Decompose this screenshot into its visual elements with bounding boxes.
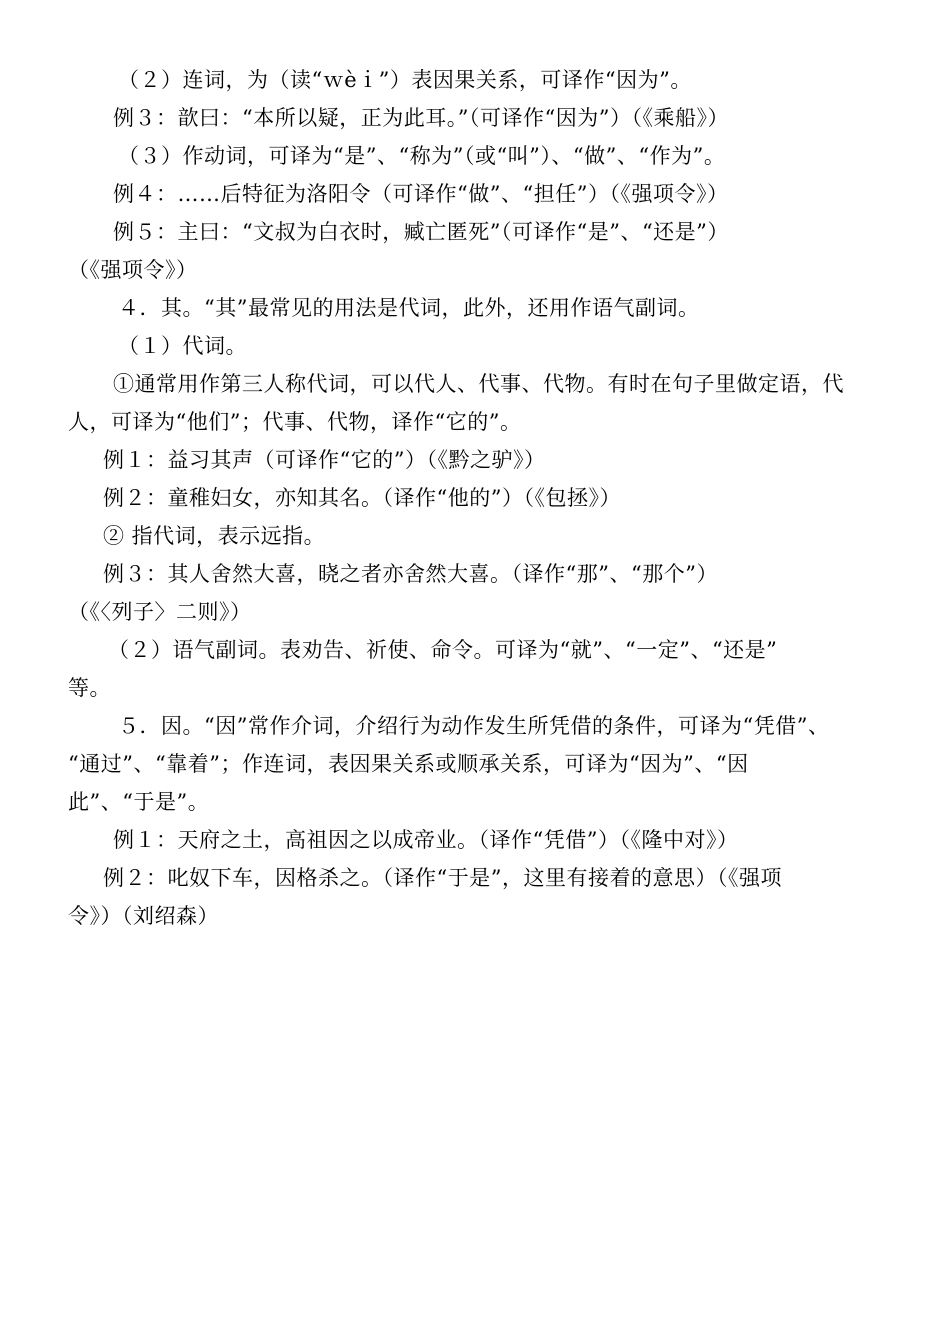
text-line: （３）作动词，可译为“是”、“称为”（或“叫”）、“做”、“作为”。 xyxy=(118,144,726,168)
text-line: 例３：其人舍然大喜，晓之者亦舍然大喜。（译作“那”、“那个”） xyxy=(103,562,718,586)
text-line: （２）连词，为（读“ｗèｉ”）表因果关系，可译作“因为”。 xyxy=(118,68,692,92)
text-line: 例５：主曰：“文叔为白衣时，臧亡匿死”（可译作“是”、“还是”） xyxy=(113,220,729,244)
text-line: ①通常用作第三人称代词，可以代人、代事、代物。有时在句子里做定语，代 xyxy=(113,372,844,396)
text-line: 此”、“于是”。 xyxy=(68,790,210,814)
text-line: 令》）（刘绍森） xyxy=(68,904,219,928)
text-line: ② 指代词，表示远指。 xyxy=(103,524,326,548)
text-line: 例２：叱奴下车，因格杀之。（译作“于是”，这里有接着的意思）（《强项 xyxy=(103,866,782,890)
text-line: “通过”、“靠着”；作连词，表因果关系或顺承关系，可译为“因为”、“因 xyxy=(68,752,749,776)
text-line: 例２：童稚妇女，亦知其名。（译作“他的”）（《包拯》） xyxy=(103,486,621,510)
text-line: （《强项令》） xyxy=(68,258,198,282)
text-line: 等。 xyxy=(68,676,111,700)
text-line: 例１：天府之土，高祖因之以成帝业。（译作“凭借”）（《隆中对》） xyxy=(113,828,739,852)
text-line: ４．其。“其”最常见的用法是代词，此外，还用作语气副词。 xyxy=(118,296,700,320)
text-line: 例３：歆曰：“本所以疑，正为此耳。”（可译作“因为”）（《乘船》） xyxy=(113,106,729,130)
text-line: （《〈列子〉二则》） xyxy=(68,600,252,624)
text-line: ５．因。“因”常作介词，介绍行为动作发生所凭借的条件，可译为“凭借”、 xyxy=(118,714,830,738)
text-line: 例１：益习其声（可译作“它的”）（《黔之驴》） xyxy=(103,448,546,472)
text-line: （２）语气副词。表劝告、祈使、命令。可译为“就”、“一定”、“还是” xyxy=(108,638,778,662)
text-line: 人，可译为“他们”；代事、代物，译作“它的”。 xyxy=(68,410,522,434)
text-line: （１）代词。 xyxy=(118,334,247,358)
text-line: 例４：……后特征为洛阳令（可译作“做”、“担任”）（《强项令》） xyxy=(113,182,729,206)
